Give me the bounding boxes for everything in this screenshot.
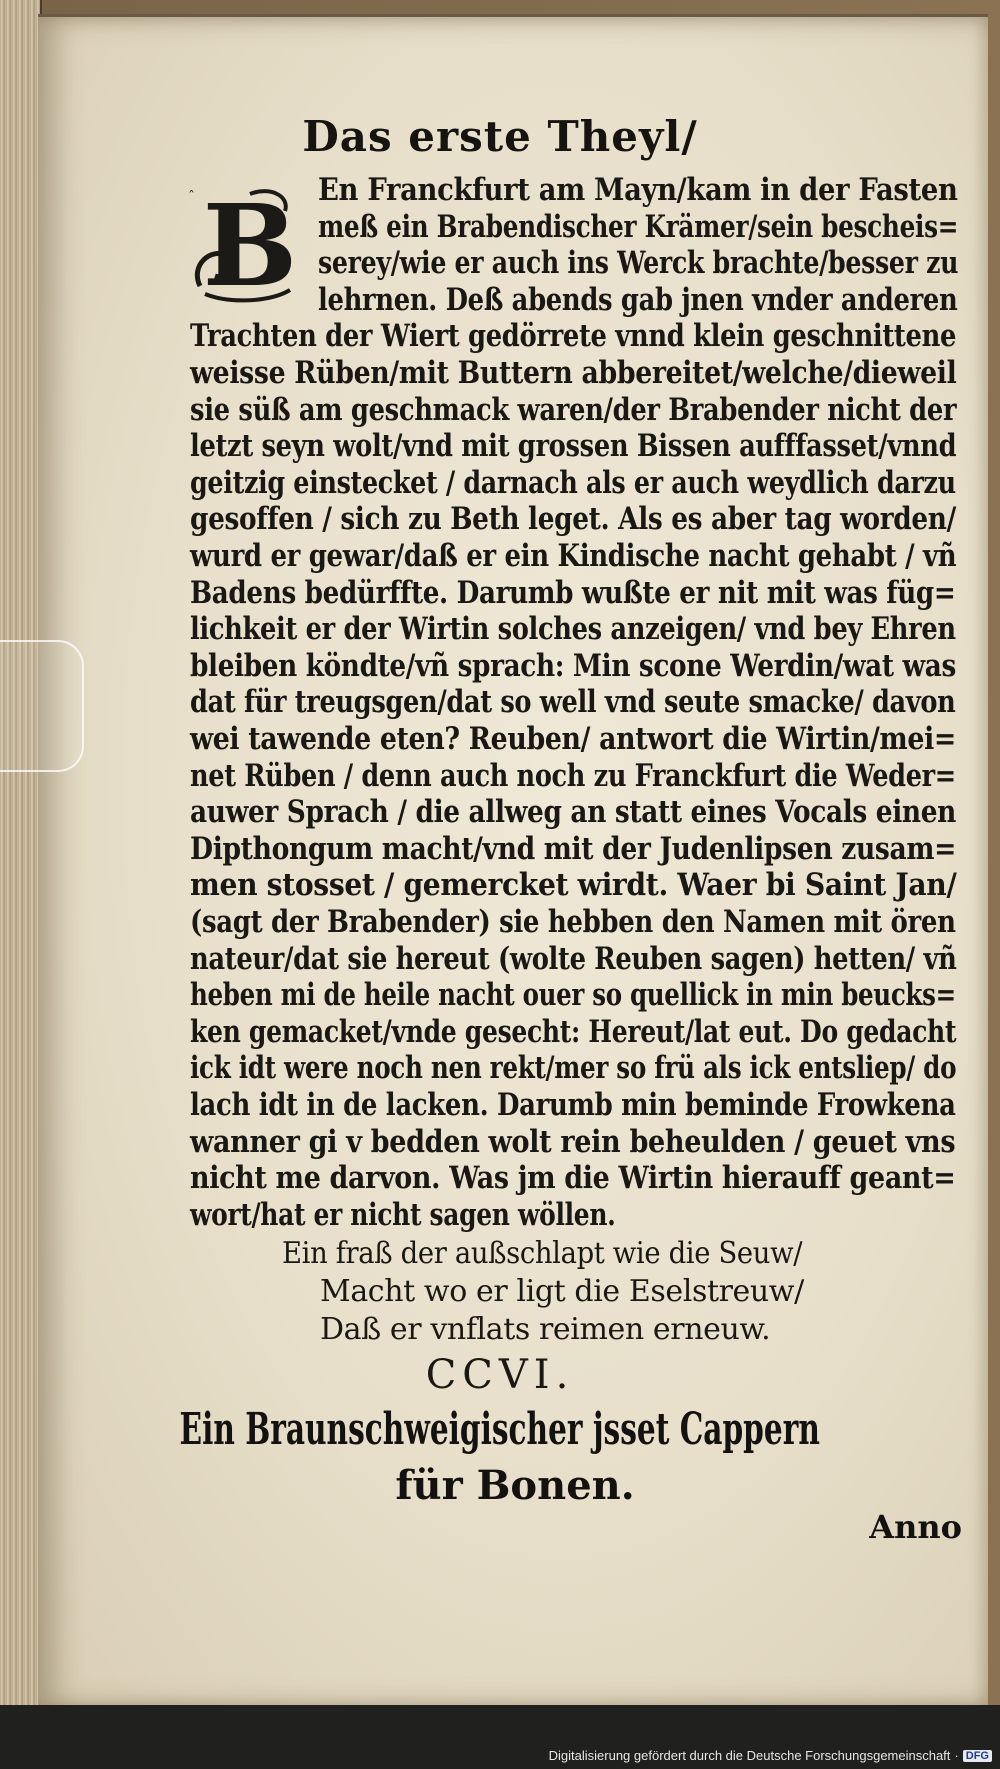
drop-cap (190, 181, 310, 312)
chapter-title: Ein Braunschweigischer jsset Cappern (179, 1404, 821, 1455)
body-line: Badens bedürffte. Darumb wußte er nit mit was füg= (190, 574, 956, 611)
body-line: lehrnen. Deß abends gab jnen vnder anderen (318, 281, 958, 318)
body-line: wei tawende eten? Reuben/ antwort die Wirtin/mei= (190, 721, 957, 757)
body-line: serey/wie er auch ins Werck brachte/besser zu (318, 245, 959, 282)
body-line: bleiben köndte/vñ sprach: Min scone Werdin/wat was (190, 647, 956, 684)
body-line: ken gemacket/vnde gesecht: Hereut/lat eut. Do gedacht (190, 1013, 957, 1050)
body-line: lichkeit er der Wirtin solches anzeigen/ vnd bey Ehren (190, 611, 956, 648)
bookmark-tab[interactable] (0, 640, 84, 772)
body-line: ick idt were noch nen rekt/mer so frü als ick entsliep/ do (190, 1050, 957, 1087)
body-line: letzt seyn wolt/vnd mit grossen Bissen aufffasset/vnnd (190, 428, 957, 465)
body-line: Trachten der Wiert gedörrete vnnd klein geschnittene (190, 318, 957, 355)
body-line: sie süß am geschmack waren/der Brabender nicht der (190, 391, 957, 428)
drop-cap-letter: B (202, 181, 298, 312)
footer-credit: Digitalisierung gefördert durch die Deutsche Forschungsgemeinschaft · DFG (549, 1748, 992, 1763)
body-line: lach idt in de lacken. Darumb min beminde Frowkena (190, 1087, 956, 1123)
verse-line: Macht wo er ligt die Eselstreuw/ (320, 1274, 804, 1309)
body-line: wurd er gewar/daß er ein Kindische nacht gehabt / vñ (190, 538, 957, 574)
body-line: Dipthongum macht/vnd mit der Judenlipsen zusam= (190, 830, 957, 867)
footer-credit-text: Digitalisierung gefördert durch die Deutsche Forschungsgemeinschaft (548, 1748, 951, 1763)
printer-mark: ˆ (188, 189, 195, 205)
body-line: (sagt der Brabender) sie hebben den Namen mit ören (190, 904, 956, 940)
body-line: weisse Rüben/mit Buttern abbereitet/welche/dieweil (190, 355, 957, 391)
body-line: auwer Sprach / die allweg an statt eines Vocals einen (190, 794, 957, 831)
body-line: gesoffen / sich zu Beth leget. Als es aber tag worden/ (190, 501, 956, 538)
body-line: net Rüben / denn auch noch zu Franckfurt die Weder= (190, 757, 956, 794)
body-line: nicht me darvon. Was jm die Wirtin hierauff geant= (190, 1160, 956, 1197)
body-line: nateur/dat sie hereut (wolte Reuben sagen) hetten/ vñ (190, 940, 957, 977)
chapter-number: CCVI. (425, 1352, 575, 1398)
chapter-title-continued: für Bonen. (395, 1462, 635, 1509)
dfg-logo[interactable]: DFG (963, 1750, 992, 1762)
body-line: heben mi de heile nacht ouer so quellick in min beucks= (190, 977, 956, 1014)
catchword: Anno (869, 1508, 962, 1546)
body-line: meß ein Brabendischer Krämer/sein bescheis= (318, 208, 959, 245)
verse-line: Ein fraß der außschlapt wie die Seuw/ (282, 1236, 803, 1271)
body-line: wanner gi v bedden wolt rein beheulden / geuet vns (190, 1123, 956, 1160)
body-line: wort/hat er nicht sagen wöllen. (190, 1196, 616, 1233)
running-head: Das erste Theyl/ (302, 112, 698, 161)
verse-line: Daß er vnflats reimen erneuw. (320, 1312, 771, 1347)
body-line: dat für treugsgen/dat so well vnd seute smacke/ davon (190, 684, 956, 721)
body-line: geitzig einstecket / darnach als er auch weydlich darzu (190, 464, 956, 501)
body-line: men stosset / gemercket wirdt. Waer bi Saint Jan/ (190, 867, 957, 904)
body-line: En Franckfurt am Mayn/kam in der Fasten (318, 172, 958, 208)
